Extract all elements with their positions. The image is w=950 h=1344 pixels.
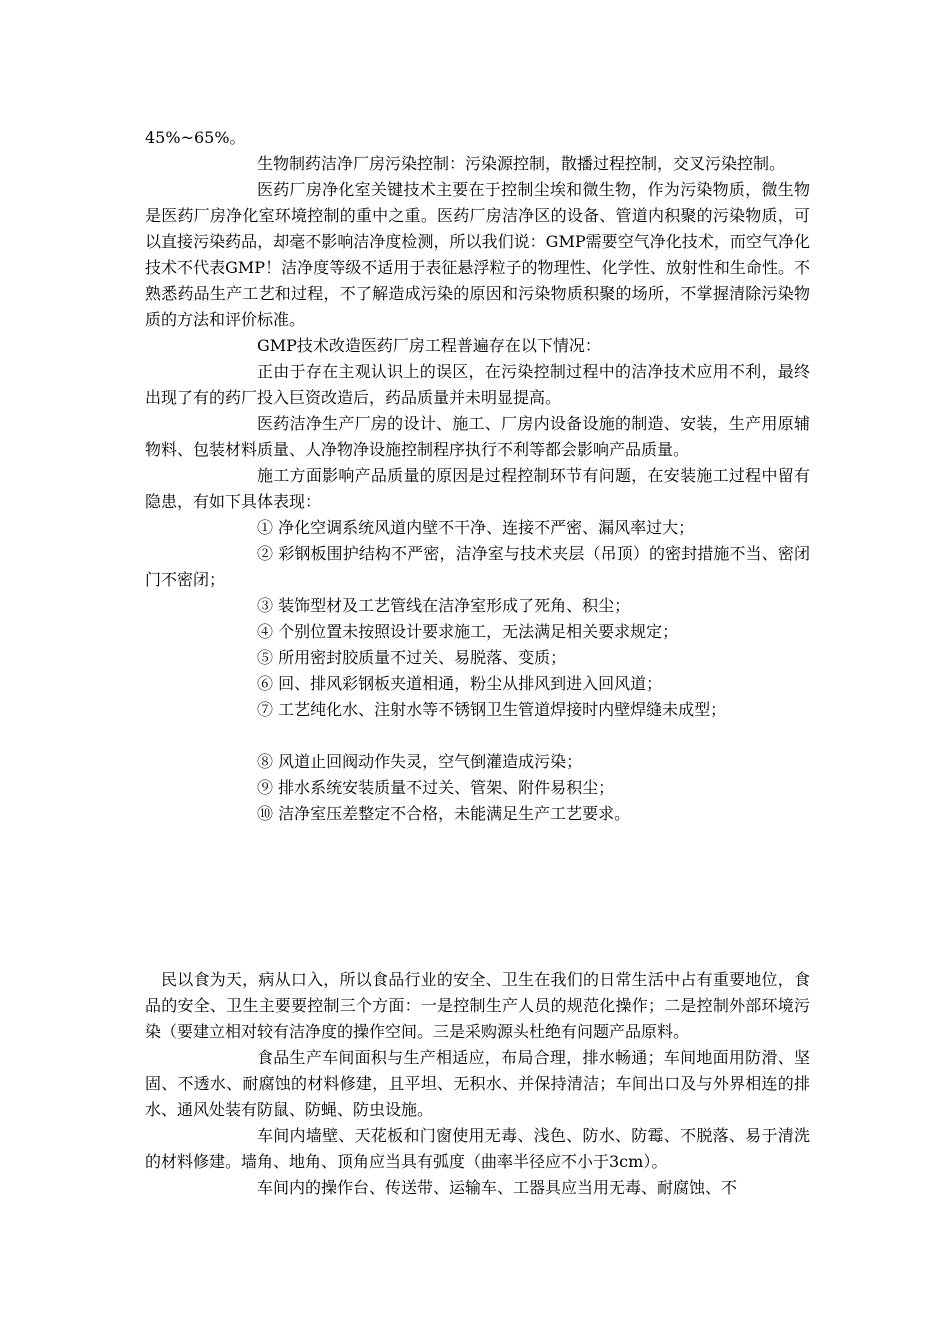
paragraph-pollution-control: 生物制药洁净厂房污染控制：污染源控制，散播过程控制，交叉污染控制。	[257, 154, 786, 173]
spacer	[145, 723, 810, 749]
list-item: ⑧ 风道止回阀动作失灵，空气倒灌造成污染；	[257, 752, 583, 771]
paragraph-key-technology: 医药厂房净化室关键技术主要在于控制尘埃和微生物，作为污染物质，微生物是医药厂房净化室环境控制的重中之重。医药厂房洁净区的设备、管道内积聚的污染物质，可以直接污染药品，却毫不影响洁净度检测，所以我们说：GMP需要空气净化技术，而空气净化技术不代表GMP！洁净度等级不适用于表征悬浮粒子的物理性、化学性、放射性和生命性。不熟悉药品生产工艺和过程，不了解造成污染的原因和污染物质积聚的场所，不掌握清除污染物质的方法和评价标准。	[145, 180, 810, 329]
paragraph-workshop-walls: 车间内墙壁、天花板和门窗使用无毒、浅色、防水、防霉、不脱落、易于清洗的材料修建。墙角、地角、顶角应当具有弧度（曲率半径应不小于3cm）。	[145, 1126, 810, 1171]
paragraph-workshop-layout: 食品生产车间面积与生产相适应，布局合理，排水畅通；车间地面用防滑、坚固、不透水、耐腐蚀的材料修建，且平坦、无积水、并保持清洁；车间出口及与外界相连的排水、通风处装有防鼠、防蝇、防虫设施。	[145, 1048, 810, 1119]
cleanroom-section	[145, 125, 810, 827]
list-item: ⑥ 回、排风彩钢板夹道相通，粉尘从排风到进入回风道；	[257, 674, 663, 693]
paragraph-misconception: 正由于存在主观认识上的误区，在污染控制过程中的洁净技术应用不利，最终出现了有的药厂投入巨资改造后，药品质量并未明显提高。	[145, 362, 810, 407]
paragraph-gmp-situation: GMP技术改造医药厂房工程普遍存在以下情况：	[257, 336, 601, 355]
list-item: ⑨ 排水系统安装质量不过关、管架、附件易积尘；	[257, 778, 615, 797]
list-item: ② 彩钢板围护结构不严密，洁净室与技术夹层（吊顶）的密封措施不当、密闭门不密闭；	[145, 544, 810, 589]
food-section	[145, 967, 810, 1201]
list-item: ④ 个别位置未按照设计要求施工，无法满足相关要求规定；	[257, 622, 679, 641]
list-item: ① 净化空调系统风道内壁不干净、连接不严密、漏风率过大；	[257, 518, 695, 537]
paragraph-quality-factors: 医药洁净生产厂房的设计、施工、厂房内设备设施的制造、安装，生产用原辅物料、包装材料质量、人净物净设施控制程序执行不利等都会影响产品质量。	[145, 414, 810, 459]
paragraph-construction-issues: 施工方面影响产品质量的原因是过程控制环节有问题，在安装施工过程中留有隐患，有如下具体表现：	[145, 466, 810, 511]
list-item: ③ 装饰型材及工艺管线在洁净室形成了死角、积尘；	[257, 596, 631, 615]
list-item: ⑩ 洁净室压差整定不合格，未能满足生产工艺要求。	[257, 804, 631, 823]
paragraph-food-safety: 民以食为天，病从口入，所以食品行业的安全、卫生在我们的日常生活中占有重要地位，食品的安全、卫生主要要控制三个方面：一是控制生产人员的规范化操作；二是控制外部环境污染（要建立相对较有洁净度的操作空间。三是采购源头杜绝有问题产品原料。	[145, 970, 810, 1041]
list-item: ⑤ 所用密封胶质量不过关、易脱落、变质；	[257, 648, 567, 667]
paragraph-workshop-equipment: 车间内的操作台、传送带、运输车、工器具应当用无毒、耐腐蚀、不	[257, 1178, 738, 1197]
paragraph-humidity-range: 45%~65%。	[145, 128, 246, 147]
list-item: ⑦ 工艺纯化水、注射水等不锈钢卫生管道焊接时内壁焊缝未成型；	[257, 700, 727, 719]
